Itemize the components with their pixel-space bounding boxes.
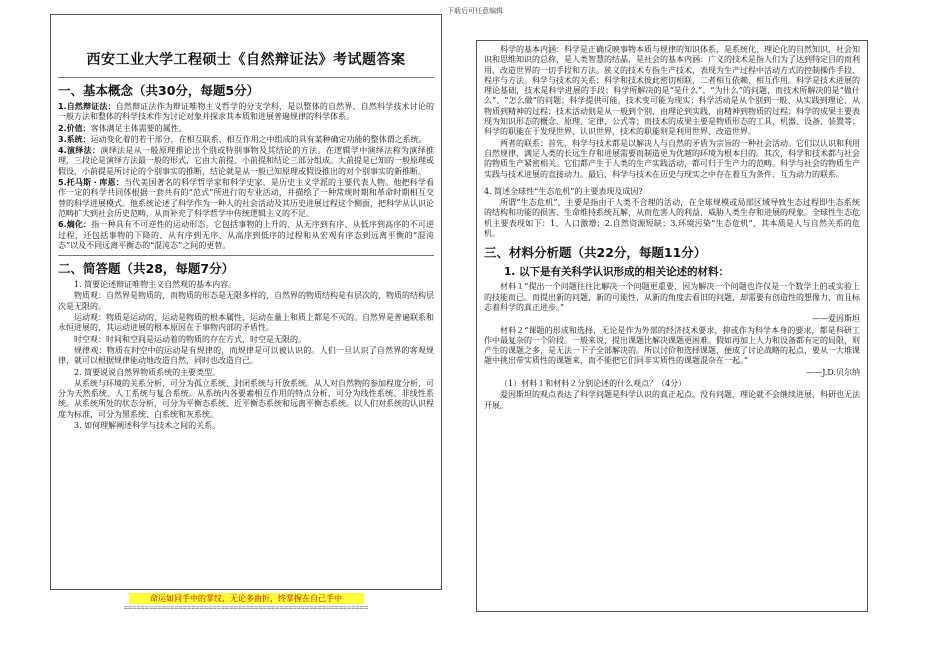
concept-text: 自然辩证法作为辩证唯物主义哲学的分支学科，是以整体的自然界、自然科学技术讨论的一般方法和整体的科学技术作为讨论对象并探求其本质和进展普遍规律的科学体系。	[58, 102, 435, 122]
concept-text: 指一种具有不可逆性的运动形态。它包括事物的上升的、从无序到有序、从低序到高序的不可逆过程，还包括事物的下降的、从有序到无序、从高序到低序的过程和从宏观有序态到远离平衡的“混沌态”以及不同远离平衡态的“混沌态”之间的更替。	[58, 220, 434, 250]
footer-motto: 命运如同手中的掌纹，无论多曲折，终掌握在自己手中	[129, 593, 364, 604]
analysis-answer: 爱因斯坦的观点表达了科学问题是科学认识的真正起点。没有问题，理论就不会继续进展，科研也无法开展。	[484, 390, 860, 410]
section1-heading: 一、基本概念（共30分，每题5分）	[58, 77, 434, 99]
concept-item	[58, 102, 434, 123]
answer-paragraph: 物质观：自然界是物质的，而物质的形态是无限多样的，自然界的物质结构是有层次的，物质的结构层次是无限的。	[58, 291, 434, 311]
footer-divider: ==========================================================	[123, 604, 369, 612]
concept-term: 3.系统：	[58, 134, 91, 144]
top-note: 下载后可任意编辑	[447, 7, 503, 15]
question-title: 4. 简述全球性“生态危机”的主要表现及成因?	[484, 186, 643, 196]
concept-item	[58, 135, 434, 145]
answer-paragraph: 科学的基本内涵：科学是正确反映事物本质与规律的知识体系，是系统化、理论化的自然知识、社会知识和思维知识的总称，是人类智慧的结晶，是社会的基本内涵：广义的技术是指人们为了达到特定目的而利用、改造世界的一切手段和方法。狭义的技术专指生产技术，表现为生产过程中活动方式的控制操作手段、程序与方法。科学与技术的关系：科学和技术彼此密切相联，二者相互依赖、相互作用。科学是技术进展的理论基础，技术是科学进展的手段；科学所解决的是“是什么”、“为什么”的问题，而技术所解决的是“做什么”、“怎么做”的问题；科学提供可能，技术变可能为现实；科学活动是从个别到一般、从实践到理论、从物质到精神的过程；技术活动则是从一般到个别、由理论到实践、由精神到物质的过程；科学的成果主要表现为知识形态的概念、原理、定律、公式等；而技术的成果主要是物质形态的工具、机器、设备、装置等；科学的职能在于发现世界、认识世界，技术的职能则是利用世界、改造世界。	[484, 45, 860, 137]
concept-term: 4.演绎法：	[58, 146, 101, 156]
section2-body	[58, 280, 434, 431]
analysis-question: （1）材料１和材料２分别论述的什么观点？（4分）	[500, 379, 687, 389]
material-1-source: ——爱因斯坦	[812, 314, 860, 324]
concept-text: 演绎法是从一般原理推论出个别或特别事物及其结论的方法。在逻辑学中演绎法称为演绎推理，三段论是演绎方法最一般的形式，它由大前提、小前提和结论三部分组成。大前提是已知的一般原理或假设，小前提是所讨论的个别事实的推断，结论就是从一般已知原理或假设推出的对个别事实的新推断。	[58, 146, 434, 176]
answer-paragraph: 所谓“生态危机”，主要是指由于人类不合理的活动，在全球规模或局部区域导致生态过程即生态系统的结构和功能的损害、生命维持系统瓦解，从而危害人的利益、威胁人类生存和进展的现象。全球性生态危机主要表现如下：1、人口激增；2.自然资源短缺；3.环境污染“生态危机”，其本质是人与自然关系的危机。	[484, 198, 860, 239]
material-1: 材料１“提出一个问题往往比解决一个问题更重要，因为解决一个问题也许仅是一个数学上的或实验上的技能而已。而提出新的问题，新的可能性，从新的角度去看旧的问题，却需要有创造性的想像力，而且标志着科学的真正进步。”	[484, 282, 860, 312]
right-column	[476, 40, 868, 612]
concept-text: 运动变化着的若干部分，在相互联系、相互作用之中组成的具有某种确定功能的整体谓之系统。	[90, 134, 427, 144]
left-column	[50, 14, 442, 590]
answer-paragraph: 两者的联系：首先，科学与技术都是以解决人与自然的矛盾为宗旨的一种社会活动。它们以认识和利用自然规律、满足人类的长远生存和进展需要而制造更为优越的环境为根本目的。其次，科学和技术都与社会的物质生产紧密相关。它们都产生于人类的生产实践活动，都可归于生产力的范畴。科学与社会的物质生产实践与技术进展的直接动力。最后，科学与技术在历史与现实之中存在着互为条件、互为动力的联系。	[484, 138, 860, 179]
material-heading: 1. 以下是有关科学认识形成的相关论述的材料：	[504, 266, 729, 279]
concept-term: 2.价值：	[58, 123, 91, 133]
section1-items	[58, 102, 434, 251]
material-2: 材料２“课题的形成和选择，无论是作为外部的经济技术要求，抑或作为科学本身的要求，都是科研工作中最复杂的一个阶段。一般来说，提出课题比解决课题更困难。假如再加上人力和设备都有定的局限，则产生的课题之多，是无法一下子全部解决的。所以讨价和选择课题，便成了讨论战略的起点，要从一大堆课题中挑出带实质性的课题来，而不能把它们同非实质性的课题混杂在一起。”	[484, 325, 860, 366]
answer-paragraph: 从系统与环境的关系分析，可分为孤立系统、封闭系统与开放系统。从人对自然物的参加程度分析，可分为天然系统、人工系统与复合系统。从系统内各要素相互作用的特点分析，可分为线性系统、非线性系统。从系统所处的状态分析，可分为平衡态系统、近平衡态系统和远离平衡态系统。以人们对系统的认识程度为标准，可分为黑系统、白系统和灰系统。	[58, 378, 434, 419]
concept-term: 5.托马斯・库恩：	[58, 178, 124, 188]
answer-paragraph: 运动观：物质是运动的，运动是物质的根本属性，运动在量上和质上都是不灭的。自然界是普遍联系和永恒进展的，其运动进展的根本原因在于事物内部的矛盾性。	[58, 313, 434, 333]
section2-heading: 二、简答题（共28，每题7分）	[58, 255, 434, 277]
concept-text: 客体满足主体需要的属性。	[90, 123, 187, 133]
section3-heading: 三、材料分析题（共22分，每题11分）	[484, 245, 707, 261]
concept-item	[58, 146, 434, 177]
page-title: 西安工业大学工程硕士《自然辩证法》考试题答案	[86, 52, 406, 68]
question-title: 1. 简要论述辩证唯物主义自然观的基本内容。	[74, 280, 237, 290]
concept-term: 6.熵化：	[58, 220, 92, 230]
concept-item	[58, 124, 434, 134]
concept-term: 1.自然辩证法：	[58, 102, 116, 111]
concept-text: 当代美国著名的科学哲学家和科学史家，是历史主义学派的主要代表人物。他把科学看作一定的科学共同体根据一套共有的“范式”所进行的专业活动，并描绘了一种常规时期和革命时期相互交替的科学进展模式。他系统论述了科学作为一种人的社会活动及其历史进展过程这个侧面，把科学从认识论范畴扩大到社会历史范畴，从而补充了科学哲学中传统逻辑主义的不足。	[58, 178, 434, 218]
material-2-source: ——J.D.贝尔纳	[806, 367, 860, 377]
answer-paragraph: 规律观：物质在时空中的运动是有规律的，而规律是可以被认识的。人们一旦认识了自然界的客观规律，就可以根据规律能动地改造自然，同时也改造自己。	[58, 345, 434, 366]
question-title: 3. 如何理解阐述科学与技术之间的关系。	[74, 421, 221, 431]
question-title: 2. 简要说说自然界物质系统的主要类型。	[74, 367, 221, 377]
concept-item	[58, 220, 434, 251]
concept-item	[58, 178, 434, 219]
answer-paragraph: 时空观：时间和空间是运动着的物质的存在方式，时空是无限的。	[74, 334, 306, 344]
footer	[50, 593, 442, 612]
